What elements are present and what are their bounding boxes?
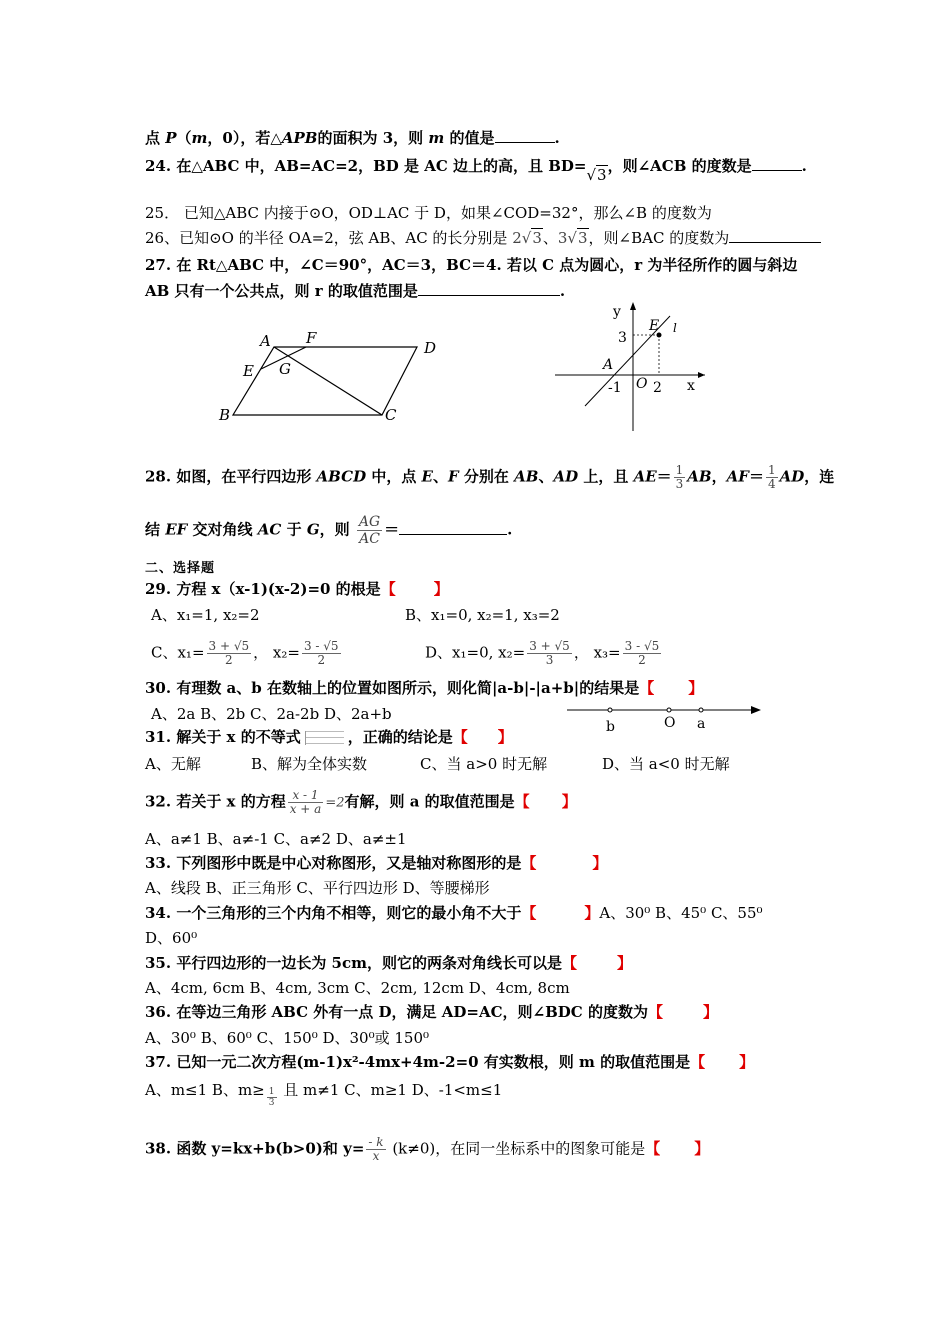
label-l: l: [673, 321, 677, 335]
answer-blank: [495, 128, 555, 143]
label-g: G: [279, 360, 291, 378]
q30-options: A、2a B、2b C、2a-2b D、2a+b: [151, 705, 392, 723]
question-38: 38. 函数 y=kx+b(b>0)和 y= $\frac{- k}{x}$ (k≠0)，在同一坐标系中的图象可能是【 】: [145, 1135, 710, 1163]
answer-blank: [418, 281, 560, 296]
q31-option-b: B、解为全体实数: [251, 755, 368, 773]
q29-option-c: C、x₁= $\frac{3 + √5}{2}$ ， x₂= $\frac{3 - √5}{2}$: [151, 639, 339, 667]
q31-option-a: A、无解: [145, 755, 201, 773]
label-a: a: [697, 716, 706, 732]
label-o: O: [636, 376, 648, 392]
question-35: 35. 平行四边形的一边长为 5cm，则它的两条对角线长可以是【 】: [145, 954, 633, 972]
question-37: 37. 已知一元二次方程(m-1)x²-4mx+4m-2=0 有实数根，则 m 的取值范围是【 】: [145, 1053, 755, 1071]
label-origin: O: [664, 715, 676, 731]
label-e: E: [649, 318, 660, 334]
answer-blank: [729, 228, 821, 243]
coordinate-figure: [555, 298, 715, 433]
question-36: 36. 在等边三角形 ABC 外有一点 D，满足 AD=AC，则∠BDC 的度数为【 】: [145, 1003, 718, 1021]
parallelogram-outline: [233, 347, 417, 415]
question-27-line1: 27. 在 Rt△ABC 中，∠C＝90°，AC＝3，BC＝4. 若以 C 点为圆心，r 为半径所作的圆与斜边: [145, 256, 798, 274]
question-32: 32. 若关于 x 的方程 $\frac{x - 1}{x + a}$ =2有解，则 a 的取值范围是【 】: [145, 788, 577, 816]
q36-options: A、30⁰ B、60⁰ C、150⁰ D、30⁰或 150⁰: [145, 1029, 430, 1047]
q35-options: A、4cm, 6cm B、4cm, 3cm C、2cm, 12cm D、4cm, 8cm: [145, 979, 570, 997]
label-a: A: [603, 357, 614, 373]
q31-option-d: D、当 a<0 时无解: [602, 755, 730, 773]
q29-option-d: D、x₁=0, x₂= $\frac{3 + √5}{3}$ ， x₃= $\frac{3 - √5}{2}$: [425, 639, 660, 667]
question-33: 33. 下列图形中既是中心对称图形，又是轴对称图形的是【 】: [145, 854, 608, 872]
inequality-system: [305, 731, 344, 745]
tick-neg1: -1: [608, 380, 622, 396]
question-29: 29. 方程 x（x-1)(x-2)=0 的根是【 】: [145, 580, 449, 598]
section-title: 二、选择题: [145, 561, 216, 576]
answer-blank: [752, 156, 802, 171]
label-c: C: [385, 406, 397, 424]
question-31: 31. 解关于 x 的不等式 ，正确的结论是【 】: [145, 728, 513, 746]
q33-options: A、线段 B、正三角形 C、平行四边形 D、等腰梯形: [145, 879, 490, 897]
label-y: y: [613, 304, 621, 320]
number-line: [565, 700, 765, 735]
sqrt-3: √3: [586, 166, 607, 184]
question-28-line2: 结 EF 交对角线 AC 于 G，则 $\frac{AG}{AC}$ ＝ .: [145, 514, 513, 547]
label-f: F: [306, 329, 317, 347]
label-d: D: [424, 339, 437, 357]
q29-option-a: A、x₁=1, x₂=2: [151, 606, 260, 624]
label-x: x: [687, 378, 695, 394]
parallelogram-figure: [210, 325, 450, 430]
question-30: 30. 有理数 a、b 在数轴上的位置如图所示，则化简|a-b|-|a+b|的结果是【 】: [145, 679, 704, 697]
q37-options: A、m≤1 B、m≥ $\frac{1}{3}$ 且 m≠1 C、m≥1 D、-1<m≤1: [145, 1081, 503, 1108]
q31-option-c: C、当 a>0 时无解: [420, 755, 548, 773]
label-e: E: [243, 362, 254, 380]
q29-option-b: B、x₁=0, x₂=1, x₃=2: [405, 606, 560, 624]
q23-tail: 点 P（m，0），若△APB的面积为 3，则 m 的值是 .: [145, 129, 560, 147]
tick-2: 2: [653, 380, 662, 396]
question-34: 34. 一个三角形的三个内角不相等，则它的最小角不大于【 】A、30⁰ B、45⁰ C、55⁰: [145, 904, 763, 922]
q34-option-d: D、60⁰: [145, 929, 198, 947]
question-27-line2: AB 只有一个公共点，则 r 的取值范围是 .: [145, 282, 566, 300]
tick-3: 3: [618, 330, 627, 346]
q32-options: A、a≠1 B、a≠-1 C、a≠2 D、a≠±1: [145, 830, 407, 848]
label-b: B: [219, 406, 231, 424]
label-b: b: [606, 719, 615, 735]
question-24: 24. 在△ABC 中，AB=AC=2，BD 是 AC 边上的高，且 BD=√3，则∠ACB 的度数是 .: [145, 157, 807, 184]
label-a: A: [260, 332, 271, 350]
question-25: 25． 已知△ABC 内接于⊙O，OD⊥AC 于 D，如果∠COD=32°，那么∠B 的度数为: [145, 204, 712, 222]
question-28-line1: 28. 如图，在平行四边形 ABCD 中，点 E、F 分别在 AB、AD 上，且 AE＝ $\frac{1}{3}$ AB，AF＝ $\frac{1}{4}$ AD，连: [145, 463, 835, 491]
answer-blank: [399, 520, 507, 535]
question-26: 26、已知⊙O 的半径 OA=2，弦 AB、AC 的长分别是 2√3、3√3，则∠BAC 的度数为: [145, 228, 821, 248]
diagonal-ac: [274, 347, 382, 415]
